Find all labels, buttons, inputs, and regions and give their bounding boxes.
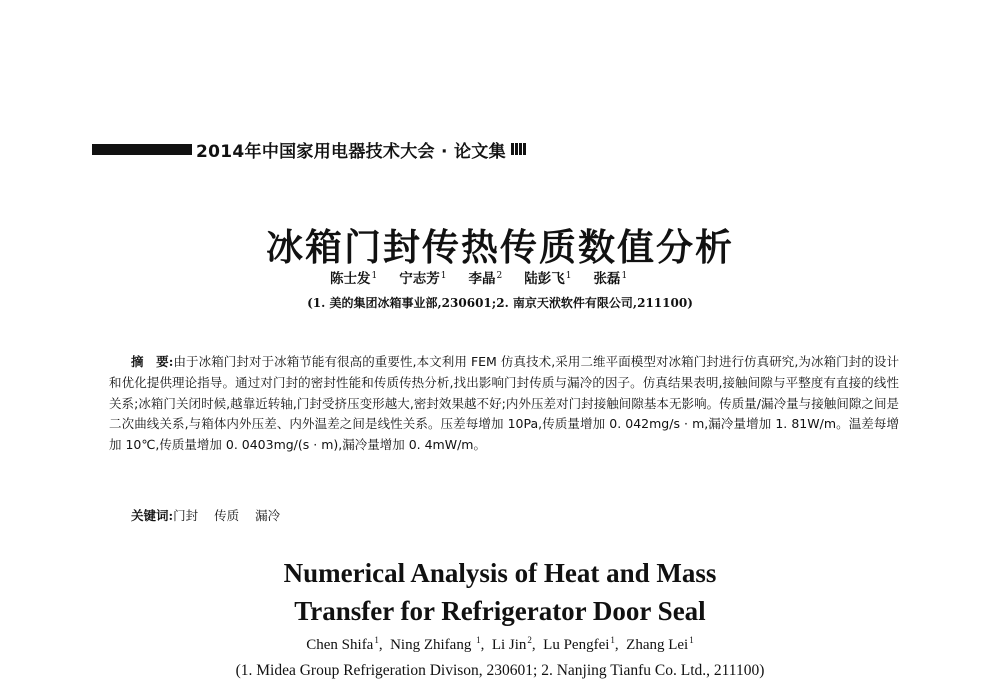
english-author: Chen Shifa$^1$ <box>306 635 379 653</box>
chinese-author: 李晶$^2$ <box>468 270 503 287</box>
english-author: Li Jin$^2$ <box>491 635 532 653</box>
chinese-author-list <box>330 267 627 287</box>
keyword: 漏冷 <box>255 508 281 523</box>
abstract-label: 摘 要: <box>131 354 174 369</box>
keywords-label: 关键词: <box>131 508 174 523</box>
chinese-author: 陈士发$^1$ <box>330 270 378 287</box>
proceedings-header <box>92 136 527 162</box>
english-author: Lu Pengfei$^1$ <box>543 635 615 653</box>
header-end-decoration <box>511 143 527 155</box>
header-bar-decoration <box>92 144 192 155</box>
chinese-affiliation: (1. 美的集团冰箱事业部,230601;2. 南京天洑软件有限公司,211100) <box>307 296 693 310</box>
chinese-paper-title: 冰箱门封传热传质数值分析 <box>266 225 734 269</box>
abstract-text: 由于冰箱门封对于冰箱节能有很高的重要性,本文利用 FEM 仿真技术,采用二维平面模型对冰箱门封进行仿真研究,为冰箱门封的设计和优化提供理论指导。通过对门封的密封性能和传质传热分析,找出影响门封传质与漏冷的因子。仿真结果表明,接触间隙与平整度有直接的线性关系;冰箱门关闭时候,越靠近转轴,门封受挤压变形越大,密封效果越不好;内外压差对门封接触间隙基本无影响。传质量/漏冷量与接触间隙之间是二次曲线关系,与箱体内外压差、内外温差之间是线性关系。压差每增加 10Pa,传质量增加 0. 042mg/s · m,漏冷量增加 1. 81W/m。温差每增加 10℃,传质量增加 0. 0403mg/(s · m),漏冷量增加 0. 4mW/m。 <box>109 354 899 453</box>
english-author: Ning Zhifang $^1$ <box>390 635 481 653</box>
proceedings-title: 2014年中国家用电器技术大会 · 论文集 <box>196 141 506 162</box>
chinese-author: 张磊$^1$ <box>593 270 628 287</box>
chinese-author: 陆彭飞$^1$ <box>524 270 572 287</box>
keywords-line <box>131 506 296 524</box>
chinese-abstract <box>109 352 899 456</box>
keyword: 传质 <box>214 508 240 523</box>
english-title-line-1: Numerical Analysis of Heat and Mass <box>283 558 717 588</box>
english-title-line-2: Transfer for Refrigerator Door Seal <box>294 596 706 626</box>
english-author: Zhang Lei$^1$ <box>626 635 694 653</box>
chinese-author: 宁志芳$^1$ <box>399 270 447 287</box>
keyword: 门封 <box>173 508 199 523</box>
english-affiliation: (1. Midea Group Refrigeration Divison, 230601; 2. Nanjing Tianfu Co. Ltd., 211100) <box>235 662 765 679</box>
english-author-list: Chen Shifa$^1$, Ning Zhifang $^1$, Li Jin$^2$, Lu Pengfei$^1$, Zhang Lei$^1$ <box>306 635 694 653</box>
